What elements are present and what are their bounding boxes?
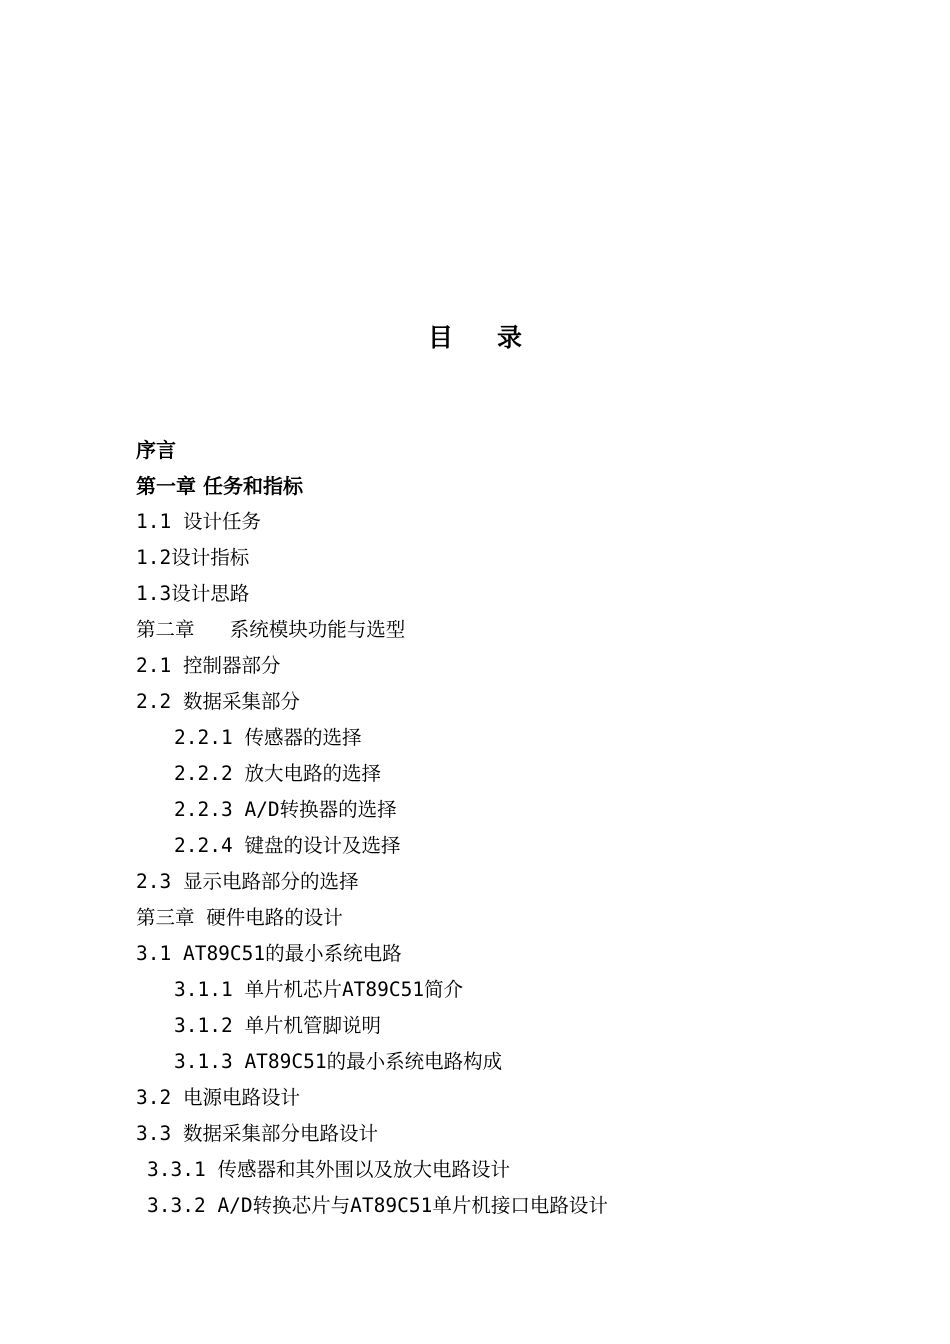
toc-entry: 3.1.1 单片机芯片AT89C51简介 — [174, 978, 464, 1001]
toc-entry: 第一章 任务和指标 — [136, 474, 303, 498]
toc-entry: 3.2 电源电路设计 — [136, 1086, 300, 1109]
toc-entry: 3.1.3 AT89C51的最小系统电路构成 — [174, 1050, 503, 1073]
toc-entry: 3.3.2 A/D转换芯片与AT89C51单片机接口电路设计 — [147, 1194, 608, 1217]
toc-entry: 2.2.1 传感器的选择 — [174, 726, 362, 749]
toc-entry: 2.2 数据采集部分 — [136, 690, 300, 713]
toc-entry: 3.3 数据采集部分电路设计 — [136, 1122, 378, 1145]
table-of-contents — [136, 432, 896, 1224]
page-title — [0, 318, 950, 358]
toc-entry: 2.2.2 放大电路的选择 — [174, 762, 381, 785]
toc-entry: 3.1 AT89C51的最小系统电路 — [136, 942, 402, 965]
page-title-char-2: 录 — [497, 323, 523, 352]
toc-entry: 3.3.1 传感器和其外围以及放大电路设计 — [147, 1158, 510, 1181]
toc-entry: 第三章 硬件电路的设计 — [136, 906, 343, 929]
page-title-char-1: 目 — [427, 323, 453, 352]
toc-entry: 1.2设计指标 — [136, 546, 250, 569]
toc-entry: 2.3 显示电路部分的选择 — [136, 870, 359, 893]
toc-entry: 1.1 设计任务 — [136, 510, 261, 533]
toc-entry: 2.2.4 键盘的设计及选择 — [174, 834, 401, 857]
toc-entry: 2.1 控制器部分 — [136, 654, 281, 677]
toc-entry: 2.2.3 A/D转换器的选择 — [174, 798, 397, 821]
toc-entry: 3.1.2 单片机管脚说明 — [174, 1014, 381, 1037]
toc-entry: 1.3设计思路 — [136, 582, 250, 605]
toc-entry: 第二章 系统模块功能与选型 — [136, 618, 406, 641]
toc-entry: 序言 — [136, 438, 176, 462]
